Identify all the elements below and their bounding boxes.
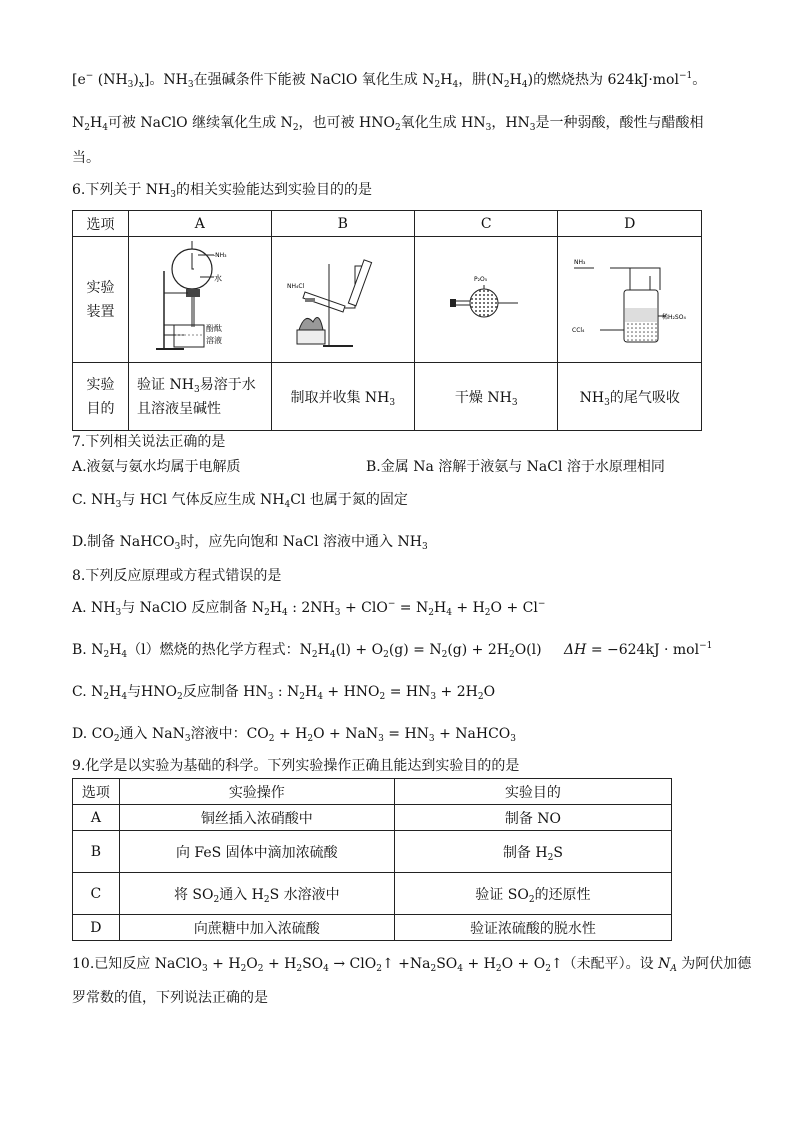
q8-option-b: B. $N_2H_4(l)$燃烧的热化学方程式：$N_2H_4(l) + O_2(g) = N_2(g) + 2H_2O(l) \Delta H = -624kJ \cdot mol^{-1}$ [72,641,713,660]
fountain-apparatus-diagram [140,241,260,359]
fig-c-reagent-label: P₂O₅ [474,275,488,283]
fig-d-acid-label: 稀H₂SO₄ [661,313,686,321]
intro-line-1: [e− $(NH_3)_x$]。$NH_3$在强碱条件下能被 NaClO 氧化生成 $N_2H_4$，肼$(N_2H_4)$的燃烧热为 624kJ·mol$^{-1}$。 [72,71,707,90]
q6-header-c: C [415,211,558,237]
q6-header-option: 选项 [73,211,129,237]
intro-line-3: 当。 [72,150,100,166]
q8-option-a: A. $NH_3$与 NaClO 反应制备 $N_2H_4$ : $2NH_3 + ClO^- = N_2H_4 + H_2O + Cl^-$ [72,599,546,618]
q7-option-d: D.制备 NaHCO$_3$时，应先向饱和 NaCl 溶液中通入 $NH_3$ [72,534,428,552]
q8-stem: 8.下列反应原理或方程式错误的是 [72,568,282,584]
q6-table [72,210,702,431]
q8-option-c: C. $N_2H_4$与$HNO_2$反应制备 $HN_3$ : $N_2H_4 + HNO_2 = HN_3 + 2H_2O$ [72,684,496,702]
q6-purpose-c: 干燥 $NH_3$ [415,363,558,431]
fig-a-water-label: 水 [213,273,222,283]
fig-a-nh3-label: -NH₃ [212,251,227,259]
q6-fig-a [129,237,272,363]
q6-purpose-a: 验证 $NH_3$易溶于水 且溶液呈碱性 [129,363,272,431]
q9-header-option: 选项 [73,779,120,805]
q6-purpose-b: 制取并收集 $NH_3$ [271,363,414,431]
q9-stem: 9.化学是以实验为基础的科学。下列实验操作正确且能达到实验目的的是 [72,758,520,774]
q8-option-d: D. $CO_2$通入 NaN$_3$溶液中：$CO_2 + H_2O + NaN_3 = HN_3$ + NaHCO$_3$ [72,726,517,744]
q6-fig-c [415,237,558,363]
q6-fig-d [558,237,702,363]
q6-header-b: B [271,211,414,237]
table-row: C 将 $SO_2$通入 $H_2S$ 水溶液中 验证 $SO_2$的还原性 [73,873,672,915]
fig-d-gas-label: NH₃ [573,258,586,266]
fig-b-reagent-label: NH₄Cl [286,282,305,290]
table-row: B 向 FeS 固体中滴加浓硫酸 制备 $H_2S$ [73,831,672,873]
q10-stem: 10.已知反应 NaClO$_3$ + $H_2O_2 + H_2SO_4$ → ClO$_2$↑ $+Na_2SO_4 + H_2O$ + $O_2↑$（未配平）。设 $N_A$ 为阿伏加德 [72,956,752,974]
q7-option-a: A.液氨与氨水均属于电解质 [72,459,241,475]
q6-fig-b [271,237,414,363]
q10-stem-line-2: 罗常数的值，下列说法正确的是 [72,990,268,1006]
table-row: D 向蔗糖中加入浓硫酸 验证浓硫酸的脱水性 [73,915,672,941]
q6-purpose-d: $NH_3$的尾气吸收 [558,363,702,431]
q6-row-apparatus-label: 实验 装置 [73,237,129,363]
q9-header-operation: 实验操作 [119,779,394,805]
table-row: A 铜丝插入浓硝酸中 制备 NO [73,805,672,831]
drying-tube-diagram [426,265,546,335]
q7-option-c: C. $NH_3$与 HCl 气体反应生成 $NH_4Cl$ 也属于氮的固定 [72,492,408,510]
nh3-preparation-diagram [283,250,403,350]
intro-line-2: $N_2H_4$可被 NaClO 继续氧化生成 $N_2$，也可被 $HNO_2$氧化生成 $HN_3$，$HN_3$是一种弱酸，酸性与醋酸相 [72,115,704,133]
q6-header-a: A [129,211,272,237]
q9-header-goal: 实验目的 [394,779,671,805]
fig-d-ccl4-label: CCl₄ [571,326,585,334]
q9-table [72,778,672,941]
fig-a-phenol-label-1: 酚酞 [205,323,222,333]
q6-row-purpose-label: 实验 目的 [73,363,129,431]
electron-ammonia-formula: [e− $(NH_3)_x$] [72,71,150,90]
gas-absorption-diagram [570,250,690,350]
fig-a-phenol-label-2: 溶液 [205,335,222,345]
q7-option-b: B.金属 Na 溶解于液氨与 NaCl 溶于水原理相同 [366,459,665,475]
q6-header-d: D [558,211,702,237]
q7-stem: 7.下列相关说法正确的是 [72,434,226,450]
q6-stem: 6.下列关于 $NH_3$的相关实验能达到实验目的的是 [72,182,373,200]
